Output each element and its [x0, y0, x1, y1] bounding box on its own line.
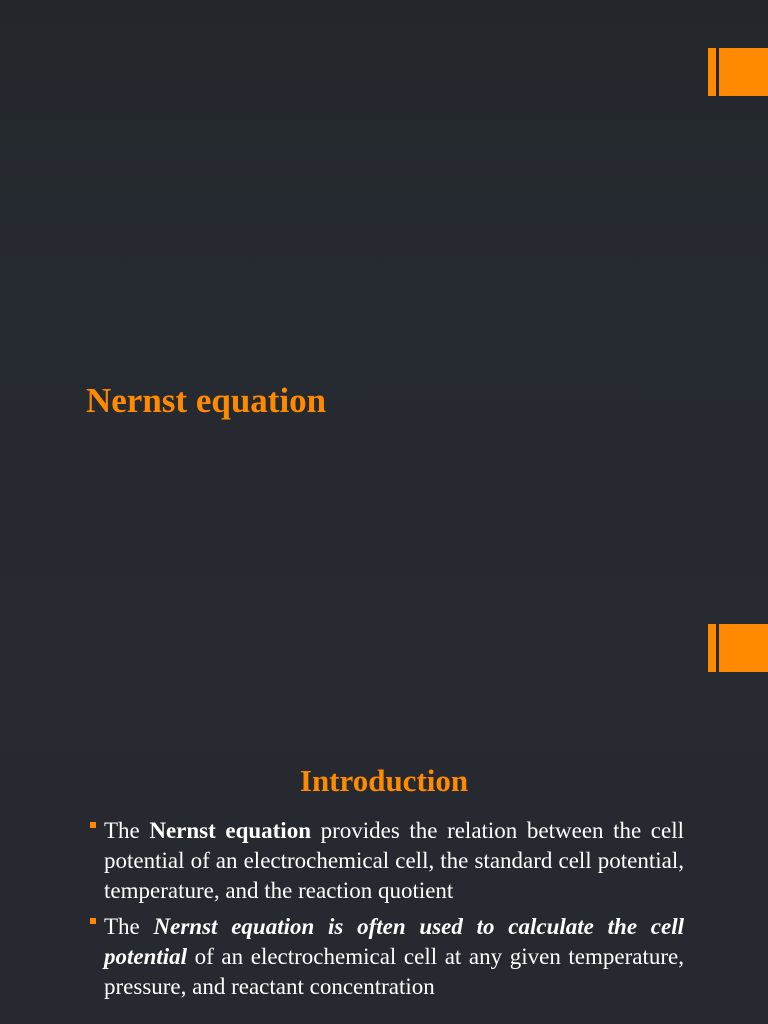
bullet-text: of an electrochemical cell at any given temperature, pressure, and reactant concentration: [104, 944, 684, 999]
section-heading: Introduction: [299, 763, 469, 798]
bullet-prefix: The: [104, 914, 154, 939]
accent-thick-block: [719, 48, 768, 96]
bullet-item: [88, 816, 684, 906]
bullet-emphasis: Nernst equation is often used to calculate the cell potential: [104, 914, 684, 969]
accent-thin-stripe: [708, 48, 716, 96]
square-bullet-icon: [90, 918, 96, 924]
slide-title: Nernst equation: [86, 381, 327, 420]
bullet-prefix: The: [104, 818, 150, 843]
slide-accent-bar: [708, 624, 768, 672]
accent-thin-stripe: [708, 624, 716, 672]
accent-thick-block: [719, 624, 768, 672]
bullet-text: provides the relation between the cell potential of an electrochemical cell, the standard cell potential, temperature, and the reaction quotient: [104, 818, 684, 903]
square-bullet-icon: [90, 822, 96, 828]
introduction-slide: [0, 576, 768, 1024]
bullet-emphasis: Nernst equation: [149, 818, 311, 843]
bullet-list: [88, 816, 684, 1008]
slide-accent-bar: [708, 48, 768, 96]
bullet-item: [88, 912, 684, 1002]
